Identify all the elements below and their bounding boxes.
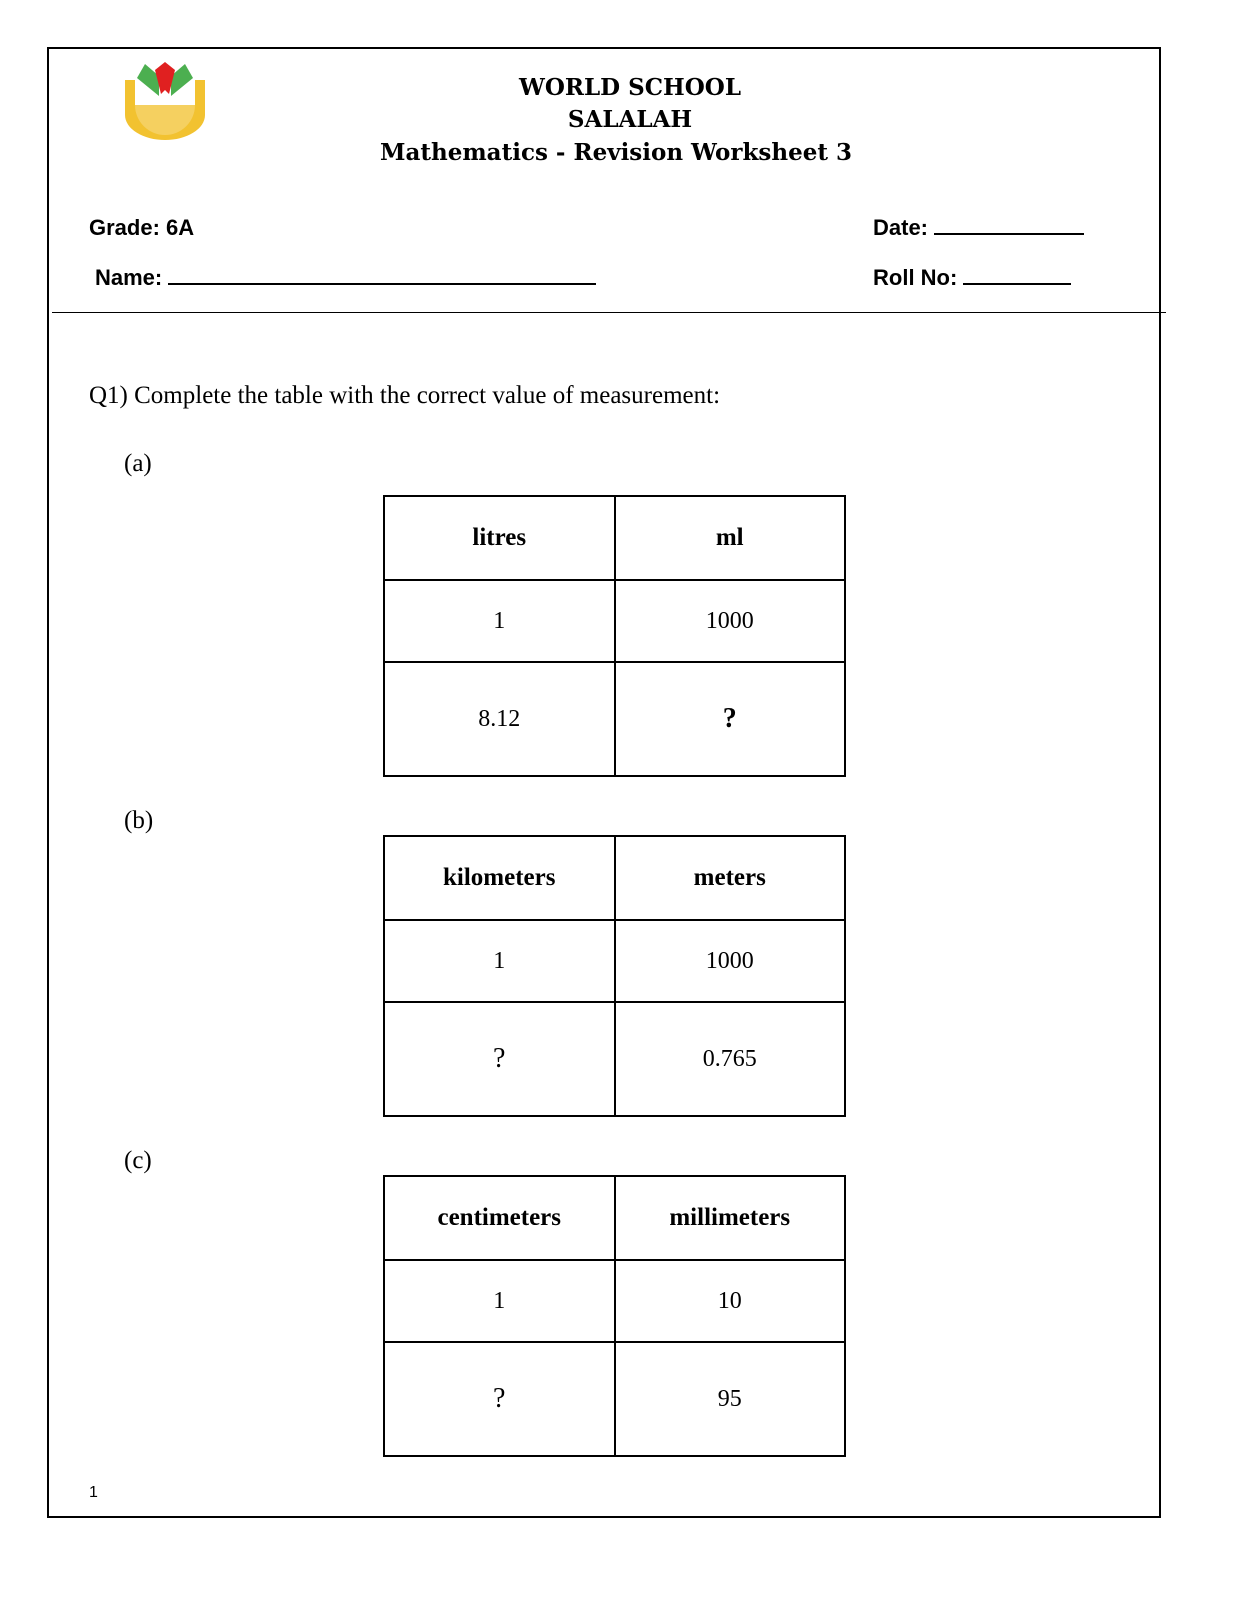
- table-c: [383, 1175, 846, 1457]
- table-cell: 10: [615, 1260, 846, 1342]
- part-label-b: (b): [124, 807, 154, 834]
- school-city: SALALAH: [567, 106, 693, 133]
- roll-label: Roll No:: [873, 265, 958, 290]
- table-cell: 1: [384, 580, 615, 662]
- table-a: [383, 495, 846, 777]
- table-cell: 1: [384, 1260, 615, 1342]
- question-text: Q1) Complete the table with the correct value of measurement:: [89, 382, 721, 409]
- table-cell: ?: [384, 1002, 615, 1116]
- table-cell: 1: [384, 920, 615, 1002]
- table-cell: 8.12: [384, 662, 615, 776]
- header-cell: kilometers: [384, 836, 615, 920]
- worksheet-title: Mathematics - Revision Worksheet 3: [380, 139, 852, 166]
- name-field: [95, 265, 596, 291]
- header-cell: millimeters: [615, 1176, 846, 1260]
- part-label-c: (c): [124, 1147, 152, 1174]
- header-cell: litres: [384, 496, 615, 580]
- table-cell: 0.765: [615, 1002, 846, 1116]
- header-cell: meters: [615, 836, 846, 920]
- name-label: Name:: [95, 265, 163, 290]
- page-number: 1: [89, 1484, 98, 1501]
- table-cell: ?: [615, 662, 846, 776]
- grade-label: Grade: 6A: [89, 215, 195, 240]
- table-cell: ?: [384, 1342, 615, 1456]
- table-cell: 95: [615, 1342, 846, 1456]
- part-label-a: (a): [124, 450, 152, 477]
- date-label: Date:: [873, 215, 929, 240]
- table-cell: 1000: [615, 580, 846, 662]
- school-name: WORLD SCHOOL: [519, 74, 741, 101]
- table-b: [383, 835, 846, 1117]
- header-cell: centimeters: [384, 1176, 615, 1260]
- header-divider: [52, 312, 1166, 313]
- header-cell: ml: [615, 496, 846, 580]
- roll-field: [873, 265, 1071, 291]
- date-field: [873, 215, 1084, 241]
- table-cell: 1000: [615, 920, 846, 1002]
